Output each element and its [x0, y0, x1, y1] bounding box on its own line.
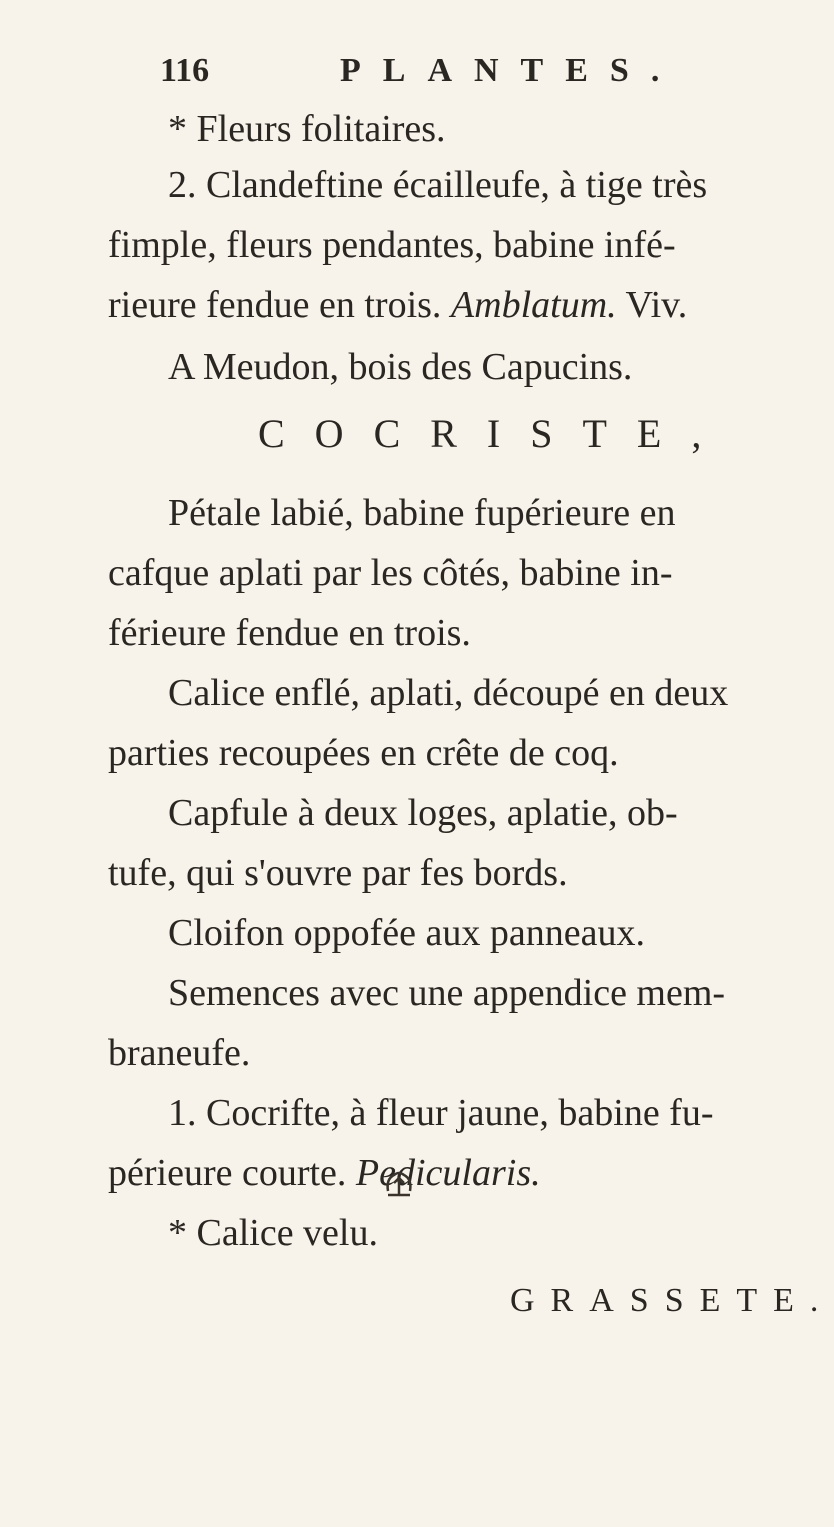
- body-line: Calice enflé, aplati, découpé en deux: [168, 672, 729, 714]
- latin-name: Pedicularis.: [355, 1152, 541, 1194]
- viv-mark: Viv.: [625, 284, 688, 326]
- body-line: férieure fendue en trois.: [108, 612, 471, 654]
- printer-ornament-icon: [382, 1169, 416, 1199]
- running-title: PLANTES.: [340, 52, 682, 89]
- page-header: [160, 52, 682, 102]
- body-line: parties recoupées en crête de coq.: [108, 732, 619, 774]
- latin-name: Amblatum.: [450, 284, 617, 326]
- body-line: braneufe.: [108, 1032, 251, 1074]
- text-span: périeure courte.: [108, 1152, 347, 1194]
- entry-line: fimple, fleurs pendantes, babine infé-: [108, 224, 676, 266]
- body-line: cafque aplati par les côtés, babine in-: [108, 552, 673, 594]
- subheading: * Fleurs folitaires.: [168, 108, 446, 150]
- body-line: [108, 1154, 541, 1192]
- entry-line: 2. Clandeftine écailleufe, à tige très: [168, 164, 708, 206]
- body-line: 1. Cocrifte, à fleur jaune, babine fu-: [168, 1092, 714, 1134]
- body-line: Pétale labié, babine fupérieure en: [168, 492, 676, 534]
- body-line: Cloifon oppofée aux panneaux.: [168, 912, 645, 954]
- entry-line: A Meudon, bois des Capucins.: [168, 346, 633, 388]
- entry-line: [108, 286, 687, 324]
- body-line: Capfule à deux loges, aplatie, ob-: [168, 792, 678, 834]
- section-heading-cocriste: COCRISTE,: [258, 411, 732, 456]
- page-number: 116: [160, 52, 210, 89]
- body-line: tufe, qui s'ouvre par fes bords.: [108, 852, 568, 894]
- text-span: rieure fendue en trois.: [108, 284, 442, 326]
- subheading: * Calice velu.: [168, 1212, 378, 1254]
- section-heading-grassete: GRASSETE.: [510, 1282, 834, 1319]
- body-line: Semences avec une appendice mem-: [168, 972, 726, 1014]
